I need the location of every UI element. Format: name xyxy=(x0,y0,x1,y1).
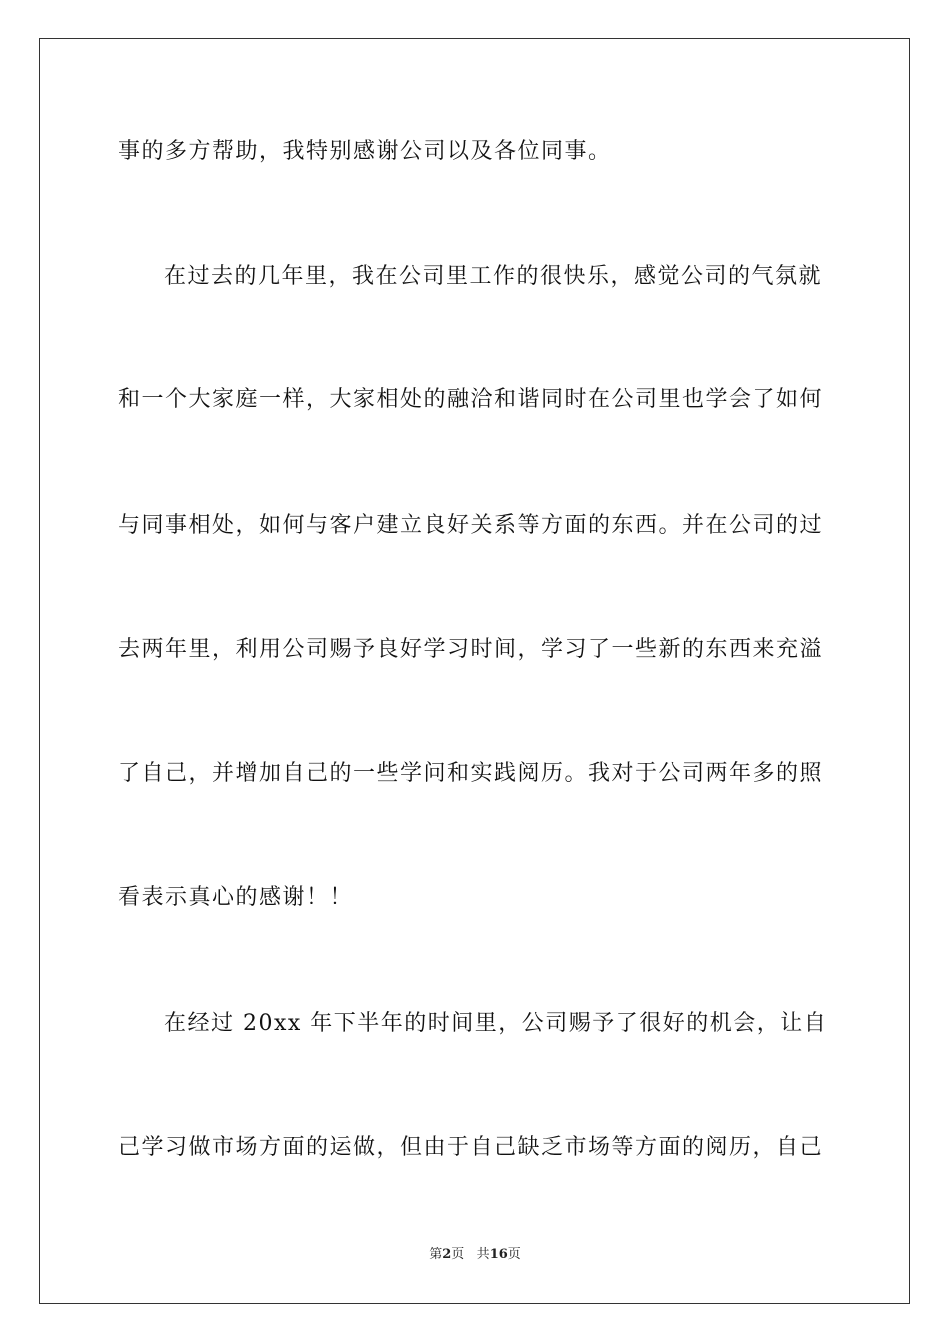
paragraph-first-line: 在经过 20xx 年下半年的时间里，公司赐予了很好的机会，让自 xyxy=(164,1011,828,1036)
paragraph-first-line: 在过去的几年里，我在公司里工作的很快乐，感觉公司的气氛就 xyxy=(164,264,823,289)
page-border xyxy=(39,38,910,1304)
footer-page-prefix: 第 xyxy=(429,1247,443,1262)
footer-page-suffix: 页 xyxy=(451,1247,465,1262)
text-line: 看表示真心的感谢！！ xyxy=(118,885,354,910)
footer-total-pages: 16 xyxy=(489,1247,508,1262)
text-line: 了自己，并增加自己的一些学问和实践阅历。我对于公司两年多的照 xyxy=(118,761,824,786)
text-line: 己学习做市场方面的运做，但由于自己缺乏市场等方面的阅历，自己 xyxy=(118,1135,824,1160)
text-line: 与同事相处，如何与客户建立良好关系等方面的东西。并在公司的过 xyxy=(118,513,824,538)
text-line: 去两年里，利用公司赐予良好学习时间，学习了一些新的东西来充溢 xyxy=(118,637,824,662)
text-line: 事的多方帮助，我特别感谢公司以及各位同事。 xyxy=(118,139,612,164)
text-line: 和一个大家庭一样，大家相处的融洽和谐同时在公司里也学会了如何 xyxy=(118,387,824,412)
footer-total-suffix: 页 xyxy=(507,1247,521,1262)
footer-total-prefix: 共 xyxy=(476,1247,490,1262)
footer-page-number: 2 xyxy=(442,1247,452,1262)
page-footer xyxy=(0,1246,950,1264)
